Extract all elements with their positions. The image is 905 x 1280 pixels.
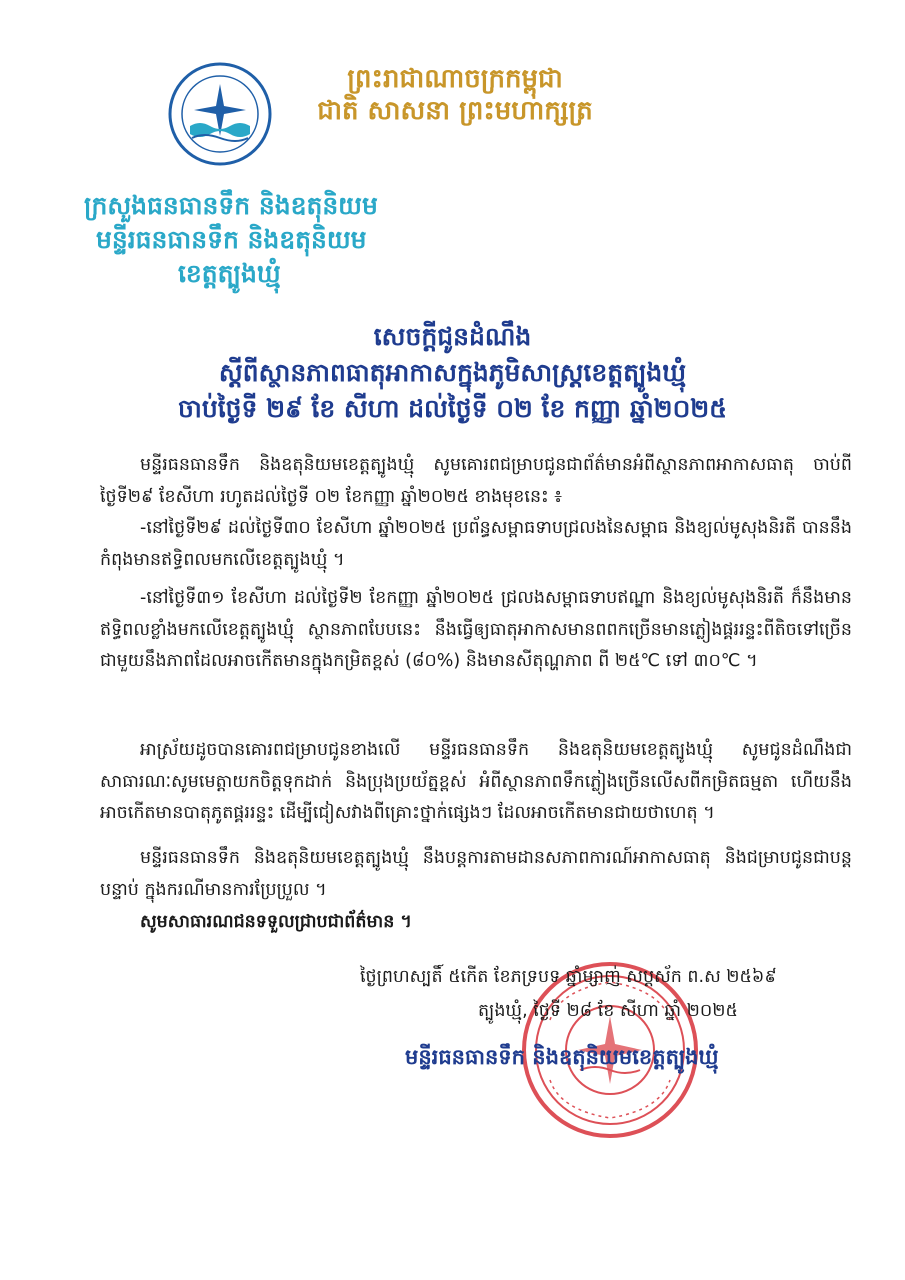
paragraph-advisory-text: អាស្រ័យដូចបានគោរពជម្រាបជូនខាងលើ មន្ទីរធនធានទឹក និងឧតុនិយមខេត្តត្បូងឃ្មុំ សូមជូនដំណឹងជាសាធារណៈសូមមេត្តាយកចិត្តទុកដាក់ និងប្រុងប្រយ័ត្នខ្ពស់ អំពីស្ថានភាពទឹកភ្លៀងច្រើនលើសពីកម្រិតធម្មតា ហើយនឹងអាចកើតមានបាតុភូតផ្គររន្ទះ ដើម្បីជៀសវាងពីគ្រោះថ្នាក់ផ្សេងៗ ដែលអាចកើតមានជាយថាហេតុ ។ <box>100 740 852 823</box>
province-name: ខេត្តត្បូងឃ្មុំ <box>178 259 281 288</box>
paragraph-forecast-1 <box>100 513 852 576</box>
paragraph-monitoring <box>100 843 852 906</box>
place-and-date: ត្បូងឃ្មុំ, ថ្ងៃទី ២៨ ខែ សីហា ឆ្នាំ ២០២៥ <box>478 1001 738 1021</box>
paragraph-forecast-2 <box>100 583 852 678</box>
paragraph-intro <box>100 450 852 513</box>
notice-subject: ស្តីពីស្ថានភាពធាតុអាកាសក្នុងភូមិសាស្ត្រខេត្តត្បូងឃ្មុំ <box>218 358 687 387</box>
department-name: មន្ទីរធនធានទឹក និងឧតុនិយម <box>96 225 367 254</box>
paragraph-intro-text: មន្ទីរធនធានទឹក និងឧតុនិយមខេត្តត្បូងឃ្មុំ សូមគោរពជម្រាបជូនជាព័ត៌មានអំពីស្ថានភាពអាកាសធាតុ ចាប់ពីថ្ងៃទី២៩ ខែសីហា រហូតដល់ថ្ងៃទី ០២ ខែកញ្ញា ឆ្នាំ២០២៥ ខាងមុខនេះ ៖ <box>100 455 852 507</box>
paragraph-forecast-1-text: -នៅថ្ងៃទី២៩ ដល់ថ្ងៃទី៣០ ខែសីហា ឆ្នាំ២០២៥ ប្រព័ន្ធសម្ពាធទាបជ្រលងនៃសម្ពាធ និងខ្យល់មូសុងនិរតី បាននឹងកំពុងមានឥទ្ធិពលមកលើខេត្តត្បូងឃ្មុំ ។ <box>100 518 852 570</box>
paragraph-closing-text: សូមសាធារណជនទទួលជ្រាបជាព័ត៌មាន ។ <box>140 912 412 932</box>
notice-title: សេចក្តីជូនដំណឹង <box>373 322 532 351</box>
notice-date-range: ចាប់ថ្ងៃទី ២៩ ខែ សីហា ដល់ថ្ងៃទី ០២ ខែ កញ្ញា ឆ្នាំ២០២៥ <box>178 394 727 423</box>
lunar-date: ថ្ងៃព្រហស្បតិ៍ ៥កើត ខែភទ្របទ ឆ្នាំម្សាញ់ សប្តស័ក ព.ស ២៥៦៩ <box>360 967 777 987</box>
royal-heading-motto: ជាតិ សាសនា ព្រះមហាក្សត្រ <box>317 96 593 126</box>
paragraph-monitoring-text: មន្ទីរធនធានទឹក និងឧតុនិយមខេត្តត្បូងឃ្មុំ នឹងបន្តការតាមដានសភាពការណ៍អាកាសធាតុ និងជម្រាបជូនជាបន្តបន្ទាប់ ក្នុងករណីមានការប្រែប្រួល ។ <box>100 848 852 900</box>
signing-office: មន្ទីរធនធានទឹក និងឧតុនិយមខេត្តត្បូងឃ្មុំ <box>405 1045 719 1069</box>
paragraph-advisory <box>100 735 852 830</box>
paragraph-closing <box>140 907 852 939</box>
paragraph-forecast-2-text: -នៅថ្ងៃទី៣១ ខែសីហា ដល់ថ្ងៃទី២ ខែកញ្ញា ឆ្នាំ២០២៥ ជ្រលងសម្ពាធទាបឥណ្ឌា និងខ្យល់មូសុងនិរតី ក៏នឹងមានឥទ្ធិពលខ្លាំងមកលើខេត្តត្បូងឃ្មុំ ស្ថានភាពបែបនេះ នឹងធ្វើឲ្យធាតុអាកាសមានពពកច្រើនមានភ្លៀងផ្គររន្ទះពីតិចទៅច្រើន ជាមួយនឹងភាពដែលអាចកើតមានក្នុងកម្រិតខ្ពស់ (៨០%) និងមានសីតុណ្ហភាព ពី ២៥℃ ទៅ ៣០℃ ។ <box>100 588 852 671</box>
royal-heading-kingdom: ព្រះរាជាណាចក្រកម្ពុជា <box>347 64 563 94</box>
ministry-logo <box>168 62 272 166</box>
ministry-name: ក្រសួងធនធានទឹក និងឧតុនិយម <box>84 191 378 220</box>
